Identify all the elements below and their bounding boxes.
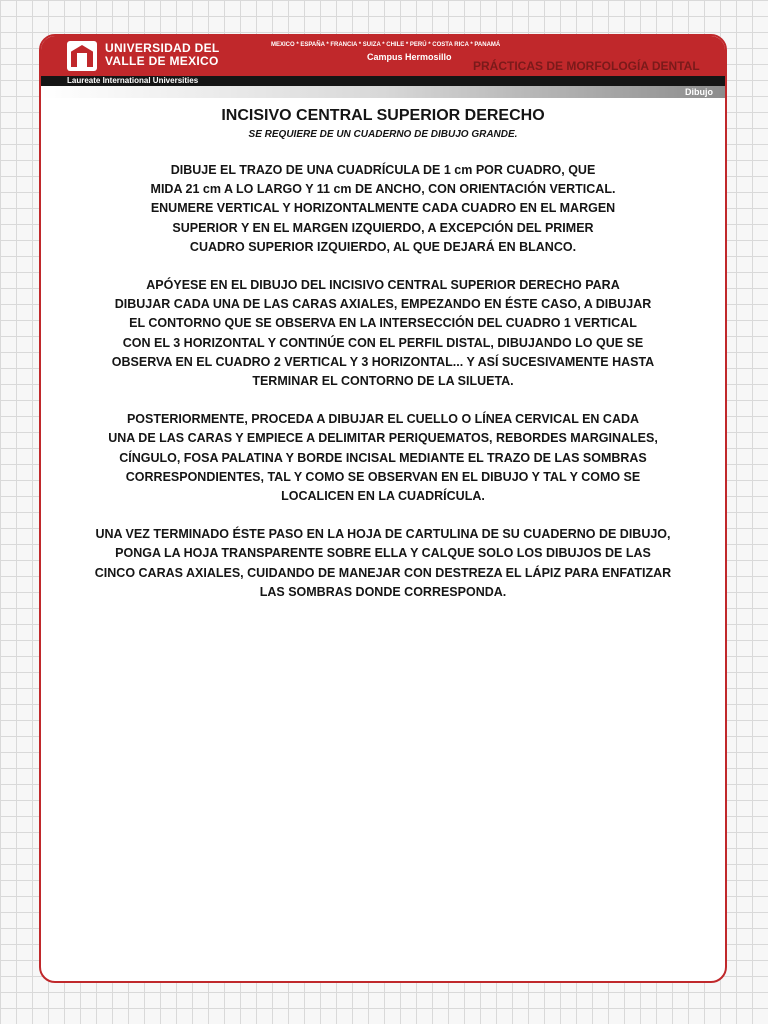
document-body — [41, 106, 725, 602]
instruction-paragraph-1 — [41, 161, 725, 257]
paragraph-line: MIDA 21 cm A LO LARGO Y 11 cm DE ANCHO, CON ORIENTACIÓN VERTICAL. — [150, 182, 616, 197]
paragraph-line: UNA DE LAS CARAS Y EMPIECE A DELIMITAR PERIQUEMATOS, REBORDES MARGINALES, — [108, 431, 658, 446]
paragraph-line: CÍNGULO, FOSA PALATINA Y BORDE INCISAL MEDIANTE EL TRAZO DE LAS SOMBRAS — [119, 450, 647, 465]
subject-bar — [41, 86, 725, 98]
document-subtitle: SE REQUIERE DE UN CUADERNO DE DIBUJO GRANDE. — [248, 129, 518, 140]
paragraph-line: DIBUJAR CADA UNA DE LAS CARAS AXIALES, EMPEZANDO EN ÉSTE CASO, A DIBUJAR — [114, 297, 652, 312]
paragraph-line: EL CONTORNO QUE SE OBSERVA EN LA INTERSECCIÓN DEL CUADRO 1 VERTICAL — [129, 316, 637, 331]
paragraph-line: OBSERVA EN EL CUADRO 2 VERTICAL Y 3 HORIZONTAL... Y ASÍ SUCESIVAMENTE HASTA — [111, 354, 655, 369]
header-banner — [41, 36, 725, 76]
document-card — [39, 34, 727, 983]
network-name: Laureate International Universities — [67, 76, 199, 85]
countries-list: MEXICO * ESPAÑA * FRANCIA * SUIZA * CHILE * PERÚ * COSTA RICA * PANAMÁ — [271, 42, 501, 48]
paragraph-line: LAS SOMBRAS DONDE CORRESPONDA. — [259, 584, 507, 599]
paragraph-line: APÓYESE EN EL DIBUJO DEL INCISIVO CENTRAL SUPERIOR DERECHO PARA — [146, 278, 620, 293]
instruction-paragraph-3 — [41, 410, 725, 506]
instruction-paragraph-2 — [41, 276, 725, 391]
university-crest-icon — [67, 41, 97, 71]
paragraph-line: TERMINAR EL CONTORNO DE LA SILUETA. — [252, 374, 514, 389]
university-name-line1: UNIVERSIDAD DEL — [105, 41, 220, 55]
document-title: INCISIVO CENTRAL SUPERIOR DERECHO — [221, 107, 545, 124]
network-bar — [41, 76, 725, 86]
paragraph-line: CINCO CARAS AXIALES, CUIDANDO DE MANEJAR CON DESTREZA EL LÁPIZ PARA ENFATIZAR — [94, 565, 672, 580]
paragraph-line: UNA VEZ TERMINADO ÉSTE PASO EN LA HOJA DE CARTULINA DE SU CUADERNO DE DIBUJO, — [95, 527, 671, 542]
campus-name: Campus Hermosillo — [367, 52, 452, 62]
section-title: PRÁCTICAS DE MORFOLOGÍA DENTAL — [473, 59, 700, 73]
paragraph-line: ENUMERE VERTICAL Y HORIZONTALMENTE CADA CUADRO EN EL MARGEN — [150, 201, 616, 216]
paragraph-line: CORRESPONDIENTES, TAL Y COMO SE OBSERVAN EN EL DIBUJO Y TAL Y COMO SE — [125, 469, 641, 484]
university-name-line2: VALLE DE MEXICO — [105, 54, 219, 68]
paragraph-line: SUPERIOR Y EN EL MARGEN IZQUIERDO, A EXCEPCIÓN DEL PRIMER — [172, 220, 594, 235]
paragraph-line: DIBUJE EL TRAZO DE UNA CUADRÍCULA DE 1 cm POR CUADRO, QUE — [170, 163, 596, 177]
paragraph-line: POSTERIORMENTE, PROCEDA A DIBUJAR EL CUELLO O LÍNEA CERVICAL EN CADA — [126, 412, 640, 427]
paragraph-line: CON EL 3 HORIZONTAL Y CONTINÚE CON EL PERFIL DISTAL, DIBUJANDO LO QUE SE — [122, 335, 644, 350]
subject-label: Dibujo — [685, 87, 713, 97]
paragraph-line: PONGA LA HOJA TRANSPARENTE SOBRE ELLA Y CALQUE SOLO LOS DIBUJOS DE LAS — [115, 546, 651, 561]
instruction-paragraph-4 — [41, 525, 725, 602]
paragraph-line: LOCALICEN EN LA CUADRÍCULA. — [281, 489, 485, 504]
paragraph-line: CUADRO SUPERIOR IZQUIERDO, AL QUE DEJARÁ EN BLANCO. — [189, 239, 577, 254]
